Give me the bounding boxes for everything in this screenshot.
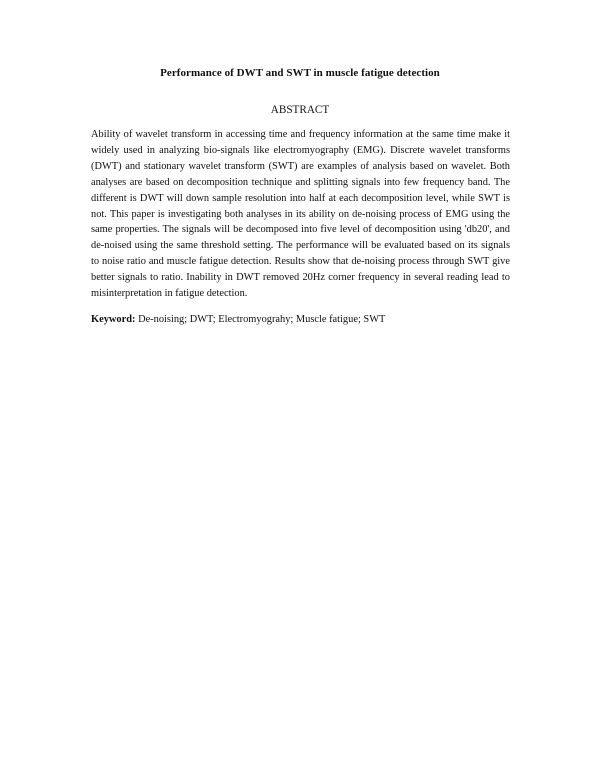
keywords-label: Keyword: [91, 314, 136, 325]
paper-title: Performance of DWT and SWT in muscle fatigue detection [160, 67, 440, 79]
abstract-body: Ability of wavelet transform in accessing time and frequency information at the same time make it widely used in analyzing bio-signals like electromyography (EMG). Discrete wavelet transforms (DWT) and stationary wavelet transform (SWT) are examples of analysis based on wavelet. Both analyses are based on decomposition technique and splitting signals into few frequency band. The different is DWT will down sample resolution into half at each decomposition level, while SWT is not. This paper is investigating both analyses in its ability on de-noising process of EMG using the same properties. The signals will be decomposed into five level of decomposition using 'db20', and de-noised using the same threshold setting. The performance will be evaluated based on its signals to noise ratio and muscle fatigue detection. Results show that de-noising process through SWT give better signals to ratio. Inability in DWT removed 20Hz corner frequency in several reading lead to misinterpretation in fatigue detection. [91, 129, 510, 300]
keywords-list: De-noising; DWT; Electromyograhy; Muscle fatigue; SWT [138, 314, 386, 325]
abstract-heading: ABSTRACT [270, 104, 330, 116]
keywords-line [91, 313, 510, 327]
